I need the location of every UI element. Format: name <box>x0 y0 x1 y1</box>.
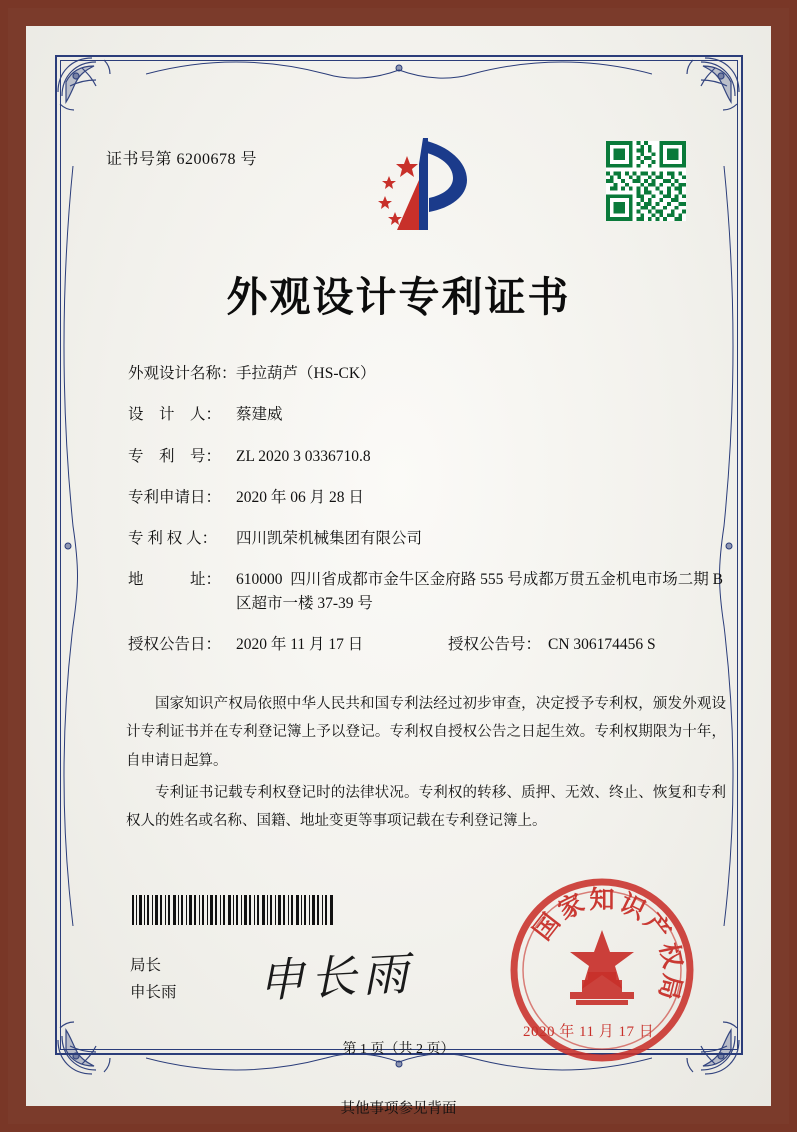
qr-code <box>606 141 686 221</box>
field-value: 蔡建威 <box>236 406 283 424</box>
page-title: 外观设计专利证书 <box>226 273 571 321</box>
field-row-address <box>128 568 728 615</box>
svg-text:识: 识 <box>615 888 651 926</box>
certificate-number: 证书号第 6200678 号 <box>106 151 258 168</box>
director-title-label: 局长 <box>130 957 162 974</box>
field-row-patentee <box>128 527 728 550</box>
svg-text:国: 国 <box>527 907 566 946</box>
corner-ornament-icon <box>52 52 130 130</box>
field-list <box>128 362 728 674</box>
footer-note: 其他事项参见背面 <box>340 1101 457 1117</box>
field-label: 专 利 号： <box>128 447 222 465</box>
field-value: ZL 2020 3 0336710.8 <box>236 447 371 465</box>
field-value: 610000 四川省成都市金牛区金府路 555 号成都万贯五金机电市场二期 B 区超市一楼 37-39 号 <box>236 571 727 612</box>
svg-text:产: 产 <box>638 907 677 946</box>
grant-number-group <box>448 633 656 656</box>
field-row-patent-number <box>128 445 728 468</box>
signature-block <box>130 952 177 1006</box>
field-value: 2020 年 11 月 17 日 <box>236 635 364 653</box>
director-name-label: 申长雨 <box>130 984 177 1002</box>
field-row-design-name <box>128 362 728 385</box>
field-value: CN 306174456 S <box>548 635 656 653</box>
edge-flourish-icon <box>146 56 652 82</box>
field-label: 授权公告号： <box>448 635 542 653</box>
svg-text:局: 局 <box>653 971 688 1003</box>
field-value: 手拉葫芦（HS-CK） <box>236 365 376 382</box>
svg-text:家: 家 <box>553 888 589 926</box>
field-label: 设 计 人： <box>128 406 222 424</box>
page-number: 第 1 页（共 2 页） <box>342 1042 455 1057</box>
svg-text:权: 权 <box>654 940 688 971</box>
field-row-grant-announcement <box>128 633 728 656</box>
grant-date-group <box>128 633 448 656</box>
corner-ornament-icon <box>667 52 745 130</box>
certificate-paper <box>26 26 771 1106</box>
field-row-application-date <box>128 486 728 509</box>
field-label: 地 址： <box>128 571 222 589</box>
field-label: 专 利 权 人： <box>128 530 218 547</box>
seal-date: 2020 年 11 月 17 日 <box>523 1024 655 1040</box>
field-label: 专利申请日： <box>128 488 222 506</box>
svg-text:知: 知 <box>589 885 615 914</box>
cnipa-logo-icon <box>371 134 481 239</box>
handwritten-signature: 申长雨 <box>256 945 416 1009</box>
field-label: 授权公告日： <box>128 635 222 653</box>
field-value: 2020 年 06 月 28 日 <box>236 488 364 506</box>
paragraph-2: 专利证书记载专利权登记时的法律状况。专利权的转移、质押、无效、终止、恢复和专利权人的姓名或名称、国籍、地址变更等事项记载在专利登记簿上。 <box>126 784 726 830</box>
barcode <box>130 895 338 925</box>
field-value: 四川凯荣机械集团有限公司 <box>236 530 423 547</box>
legal-text <box>126 690 726 839</box>
field-row-designer <box>128 403 728 426</box>
paragraph-1: 国家知识产权局依照中华人民共和国专利法经过初步审查，决定授予专利权，颁发外观设计专利证书并在专利登记簿上予以登记。专利权自授权公告之日起生效。专利权期限为十年，自申请日起算。 <box>126 696 726 769</box>
field-label: 外观设计名称： <box>128 365 237 382</box>
